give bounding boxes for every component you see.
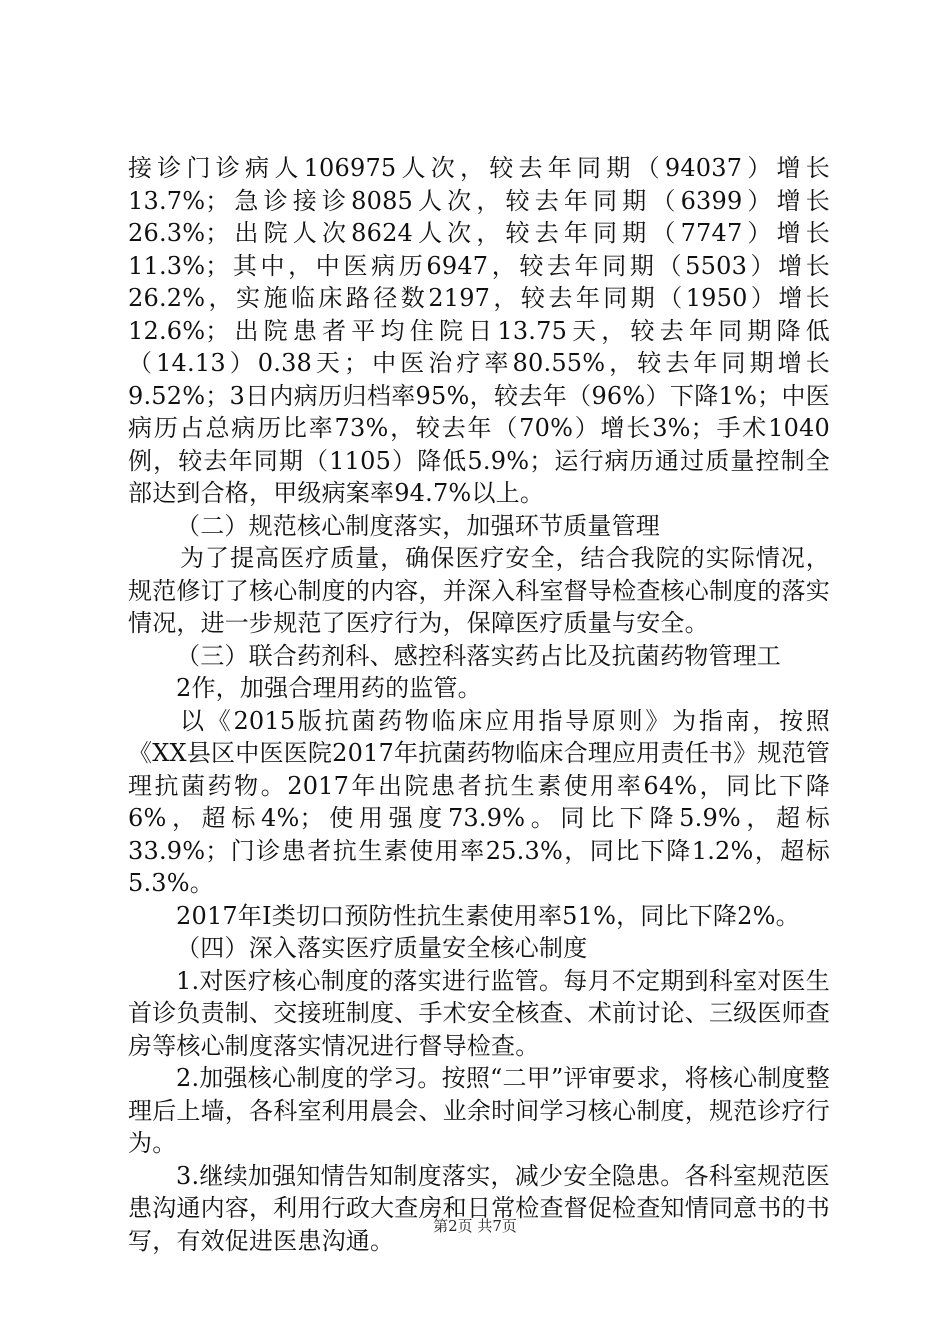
paragraph-core-system: 为了提高医疗质量，确保医疗安全，结合我院的实际情况，规范修订了核心制度的内容，并深入科室督导检查核心制度的落实情况，进一步规范了医疗行为，保障医疗质量与安全。 <box>128 544 830 637</box>
section-heading-3: （三）联合药剂科、感控科落实药占比及抗菌药物管理工 <box>176 641 781 670</box>
page-footer: 第2页 共7页 <box>433 1217 517 1235</box>
section-heading-3-continued: 2作，加强合理用药的监管。 <box>176 674 482 702</box>
paragraph-antibiotic-management: 以《2015版抗菌药物临床应用指导原则》为指南，按照《XX县区中医医院2017年抗菌药物临床合理应用责任书》规范管理抗菌药物。2017年出院患者抗生素使用率64%，同比下降6%，超标4%；使用强度73.9%。同比下降5.9%，超标33.9%；门诊患者抗生素使用率25.3%，同比下降1.2%，超标5.3%。 <box>128 706 830 897</box>
paragraph-outpatient-stats: 接诊门诊病人106975人次，较去年同期（94037）增长13.7%；急诊接诊8085人次，较去年同期（6399）增长26.3%；出院人次8624人次，较去年同期（7747）增长11.3%；其中，中医病历6947，较去年同期（5503）增长26.2%，实施临床路径数2197，较去年同期（1950）增长12.6%；出院患者平均住院日13.75天，较去年同期降低（14.13）0.38天；中医治疗率80.55%，较去年同期增长9.52%；3日内病历归档率95%，较去年（96%）下降1%；中医病历占总病历比率73%，较去年（70%）增长3%；手术1040例，较去年同期（1105）降低5.9%；运行病历通过质量控制全部达到合格，甲级病案率94.7%以上。 <box>128 154 830 507</box>
paragraph-item-1: 1.对医疗核心制度的落实进行监管。每月不定期到科室对医生首诊负责制、交接班制度、手术安全核查、术前讨论、三级医师查房等核心制度落实情况进行督导检查。 <box>128 966 830 1060</box>
paragraph-incision-antibiotic: 2017年Ⅰ类切口预防性抗生素使用率51%，同比下降2%。 <box>176 901 800 930</box>
section-heading-2: （二）规范核心制度落实，加强环节质量管理 <box>176 511 660 540</box>
section-heading-4: （四）深入落实医疗质量安全核心制度 <box>176 934 588 962</box>
document-body <box>128 152 830 1257</box>
paragraph-item-2: 2.加强核心制度的学习。按照“二甲”评审要求，将核心制度整理后上墙，各科室利用晨会、业余时间学习核心制度，规范诊疗行为。 <box>128 1064 830 1157</box>
paragraph-item-3: 3.继续加强知情告知制度落实，减少安全隐患。各科室规范医患沟通内容，利用行政大查房和日常检查督促检查知情同意书的书写，有效促进医患沟通。 <box>128 1161 830 1255</box>
